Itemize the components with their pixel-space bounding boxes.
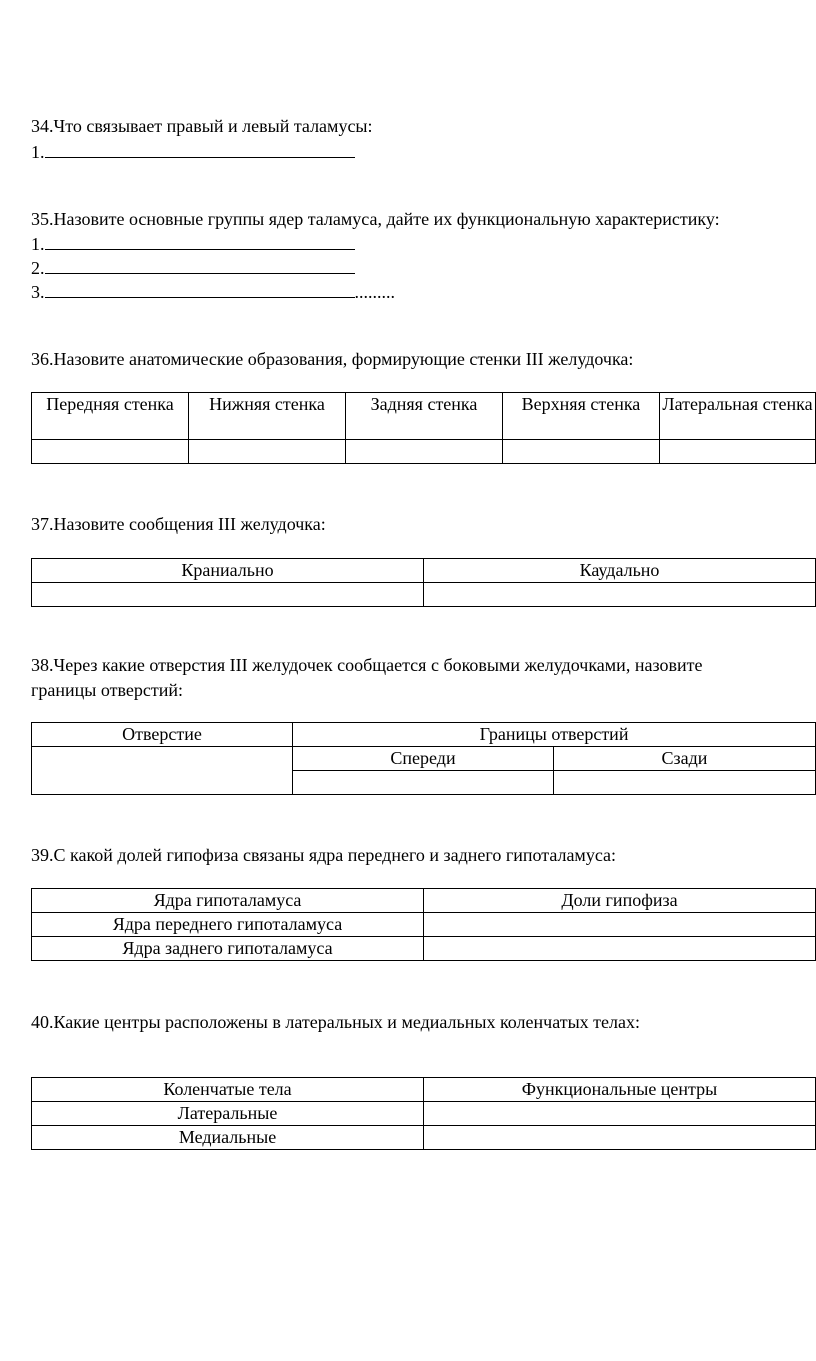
header-cell: Латеральная стенка [660,393,816,440]
answer-number: 1. [31,234,45,254]
header-cell: Передняя стенка [32,393,189,440]
answer-cell[interactable] [424,937,816,961]
table-header-row [32,723,816,747]
header-cell: Коленчатые тела [32,1078,424,1102]
question-36-text: 36.Назовите анатомические образования, формирующие стенки III желудочка: [31,349,634,369]
question-35 [31,207,720,231]
header-cell-back: Сзади [554,747,816,771]
answer-blank[interactable] [45,280,355,298]
table-40 [31,1077,816,1150]
question-38-line-2 [31,678,183,702]
header-cell: Задняя стенка [346,393,503,440]
answer-cell[interactable] [424,583,816,607]
table-row [32,1126,816,1150]
question-37 [31,512,326,536]
ellipsis: ......... [354,282,395,302]
answer-blank[interactable] [45,232,355,250]
answer-number: 2. [31,258,45,278]
table-37 [31,558,816,607]
answer-cell[interactable] [189,440,346,464]
table-36 [31,392,816,464]
header-cell-front: Спереди [293,747,554,771]
question-39-text: 39.С какой долей гипофиза связаны ядра переднего и заднего гипоталамуса: [31,845,617,865]
answer-cell[interactable] [554,771,816,795]
row-label: Латеральные [32,1102,424,1126]
answer-cell[interactable] [32,583,424,607]
answer-35-line-2[interactable] [31,256,355,280]
question-36 [31,347,633,371]
table-row [32,583,816,607]
answer-cell[interactable] [346,440,503,464]
header-cell: Краниально [32,559,424,583]
question-38 [31,653,702,677]
answer-cell[interactable] [32,440,189,464]
answer-cell[interactable] [424,1126,816,1150]
answer-cell[interactable] [424,1102,816,1126]
answer-number: 1. [31,142,45,162]
header-cell: Нижняя стенка [189,393,346,440]
question-34-text: 34.Что связывает правый и левый таламусы: [31,116,373,136]
table-39 [31,888,816,961]
question-40-text: 40.Какие центры расположены в латеральных и медиальных коленчатых телах: [31,1012,641,1032]
table-header-row [32,559,816,583]
table-header-row [32,889,816,913]
answer-blank[interactable] [45,256,355,274]
answer-34-line-1[interactable] [31,140,355,164]
header-cell: Доли гипофиза [424,889,816,913]
answer-35-line-3[interactable] [31,280,395,304]
question-38-text: границы отверстий: [31,680,183,700]
answer-cell[interactable] [424,913,816,937]
header-cell: Ядра гипоталамуса [32,889,424,913]
question-35-text: 35.Назовите основные группы ядер таламуса, дайте их функциональную характеристику: [31,209,720,229]
table-subheader-row [32,747,816,771]
header-cell: Функциональные центры [424,1078,816,1102]
question-39 [31,843,616,867]
table-row [32,913,816,937]
question-34 [31,114,373,138]
row-label: Ядра заднего гипоталамуса [32,937,424,961]
table-row [32,1102,816,1126]
header-cell: Верхняя стенка [503,393,660,440]
table-header-row [32,393,816,440]
answer-cell[interactable] [293,771,554,795]
answer-cell[interactable] [32,747,293,795]
header-cell-borders: Границы отверстий [293,723,816,747]
table-header-row [32,1078,816,1102]
table-38 [31,722,816,795]
answer-cell[interactable] [660,440,816,464]
header-cell-opening: Отверстие [32,723,293,747]
answer-35-line-1[interactable] [31,232,355,256]
answer-number: 3. [31,282,45,302]
answer-blank[interactable] [45,140,355,158]
table-row [32,937,816,961]
header-cell: Каудально [424,559,816,583]
question-40 [31,1010,640,1034]
question-37-text: 37.Назовите сообщения III желудочка: [31,514,326,534]
row-label: Медиальные [32,1126,424,1150]
question-38-text: 38.Через какие отверстия III желудочек сообщается с боковыми желудочками, назовите [31,655,703,675]
answer-cell[interactable] [503,440,660,464]
row-label: Ядра переднего гипоталамуса [32,913,424,937]
table-row [32,440,816,464]
